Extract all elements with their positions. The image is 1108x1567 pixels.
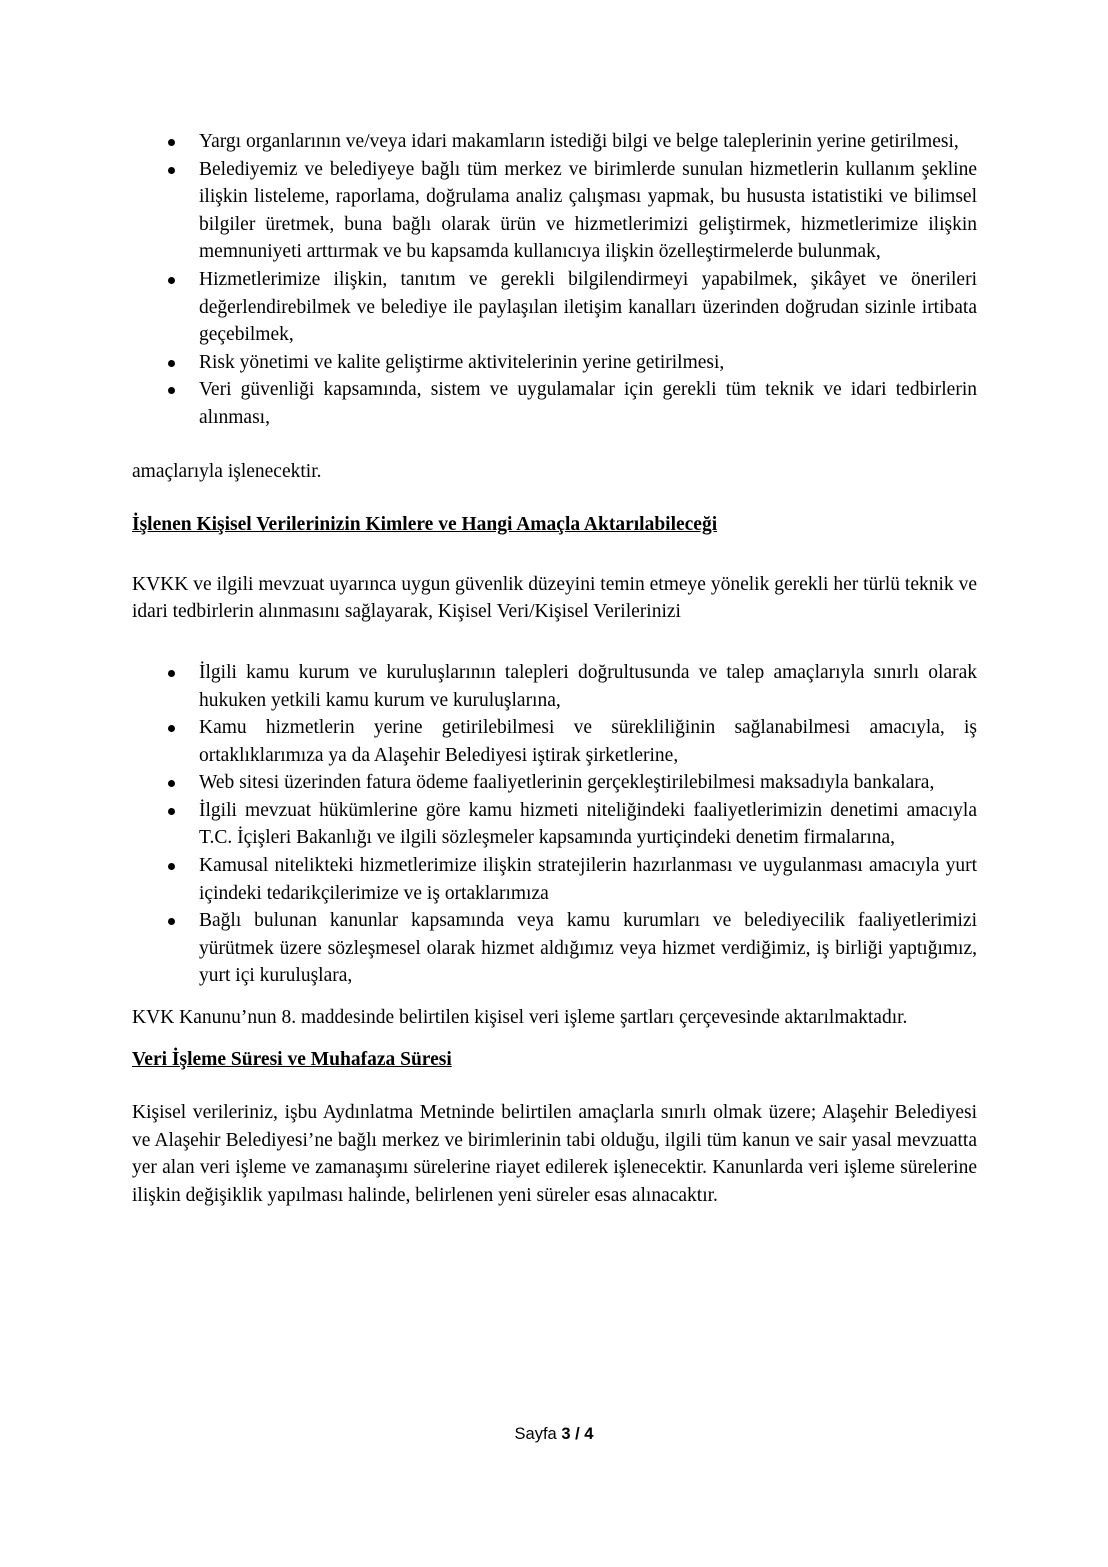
bullet-icon [168,139,175,146]
section-heading-retention: Veri İşleme Süresi ve Muhafaza Süresi [132,1048,452,1070]
transfer-closing: KVK Kanunu’nun 8. maddesinde belirtilen kişisel veri işleme şartları çerçevesinde aktarılmaktadır. [132,1007,908,1029]
list-item: Kamu hizmetlerin yerine getirilebilmesi ve sürekliliğinin sağlanabilmesi amacıyla, iş ortaklıklarımıza ya da Alaşehir Belediyesi iştirak şirketlerine, [132,714,977,769]
page-number-footer [0,1425,1108,1444]
transfer-intro: KVKK ve ilgili mevzuat uyarınca uygun güvenlik düzeyini temin etmeye yönelik gerekli her türlü teknik ve idari tedbirlerin alınmasını sağlayarak, Kişisel Veri/Kişisel Verilerinizi [132,573,977,623]
bullet-icon [168,360,175,367]
document-page [132,128,977,1210]
bullet-icon [168,808,175,815]
list-item: Veri güvenliği kapsamında, sistem ve uygulamalar için gerekli tüm teknik ve idari tedbirlerin alınması, [132,376,977,431]
section-heading-transfer: İşlenen Kişisel Verilerinizin Kimlere ve Hangi Amaçla Aktarılabileceği [132,514,718,536]
list-item: Hizmetlerimize ilişkin, tanıtım ve gerekli bilgilendirmeyi yapabilmek, şikâyet ve önerileri değerlendirebilmek ve belediye ile paylaşılan iletişim kanalları üzerinden doğrudan sizinle irtibata geçebilmek, [132,266,977,349]
purposes-list [132,128,977,432]
list-item: İlgili mevzuat hükümlerine göre kamu hizmeti niteliğindeki faaliyetlerimizin denetimi amacıyla T.C. İçişleri Bakanlığı ve ilgili sözleşmeler kapsamında yurtiçindeki denetim firmalarına, [132,797,977,852]
list-item: Belediyemiz ve belediyeye bağlı tüm merkez ve birimlerde sunulan hizmetlerin kullanım şekline ilişkin listeleme, raporlama, doğrulama analiz çalışması yapmak, bu hususta istatistiki ve bilimsel bilgiler üretmek, buna bağlı olarak ürün ve hizmetlerimizi geliştirmek, hizmetlerimize ilişkin memnuniyeti arttırmak ve bu kapsamda kullanıcıya ilişkin özelleştirmelerde bulunmak, [132,156,977,266]
list-item: Web sitesi üzerinden fatura ödeme faaliyetlerinin gerçekleştirilebilmesi maksadıyla bankalara, [132,769,977,797]
list-item: Yargı organlarının ve/veya idari makamların istediği bilgi ve belge taleplerinin yerine getirilmesi, [132,128,977,156]
list-item: Risk yönetimi ve kalite geliştirme aktivitelerinin yerine getirilmesi, [132,349,977,377]
current-page-number: 3 [561,1425,571,1443]
bullet-icon [168,918,175,925]
purposes-closing: amaçlarıyla işlenecektir. [132,460,322,482]
list-item: Bağlı bulunan kanunlar kapsamında veya kamu kurumları ve belediyecilik faaliyetlerimizi yürütmek üzere sözleşmesel olarak hizmet aldığımız veya hizmet verdiğimiz, iş birliği yaptığımız, yurt içi kuruluşlara, [132,907,977,990]
bullet-icon [168,387,175,394]
list-item: İlgili kamu kurum ve kuruluşlarının talepleri doğrultusunda ve talep amaçlarıyla sınırlı olarak hukuken yetkili kamu kurum ve kuruluşlarına, [132,659,977,714]
retention-paragraph: Kişisel verileriniz, işbu Aydınlatma Metninde belirtilen amaçlarla sınırlı olmak üzere; Alaşehir Belediyesi ve Alaşehir Belediyesi’ne bağlı merkez ve birimlerinin tabi olduğu, ilgili tüm kanun ve sair yasal mevzuatta yer alan veri işleme ve zamanaşımı sürelerine riayet edilerek işlenecektir. Kanunlarda veri işleme sürelerine ilişkin değişiklik yapılması halinde, belirlenen yeni süreler esas alınacaktır. [132,1102,977,1206]
bullet-icon [168,277,175,284]
page-separator: / [575,1425,580,1443]
bullet-icon [168,725,175,732]
bullet-icon [168,780,175,787]
recipients-list [132,659,977,990]
bullet-icon [168,670,175,677]
total-pages-number: 4 [584,1425,594,1443]
list-item: Kamusal nitelikteki hizmetlerimize ilişkin stratejilerin hazırlanması ve uygulanması amacıyla yurt içindeki tedarikçilerimize ve iş ortaklarımıza [132,852,977,907]
page-label: Sayfa [514,1425,557,1443]
bullet-icon [168,863,175,870]
bullet-icon [168,167,175,174]
